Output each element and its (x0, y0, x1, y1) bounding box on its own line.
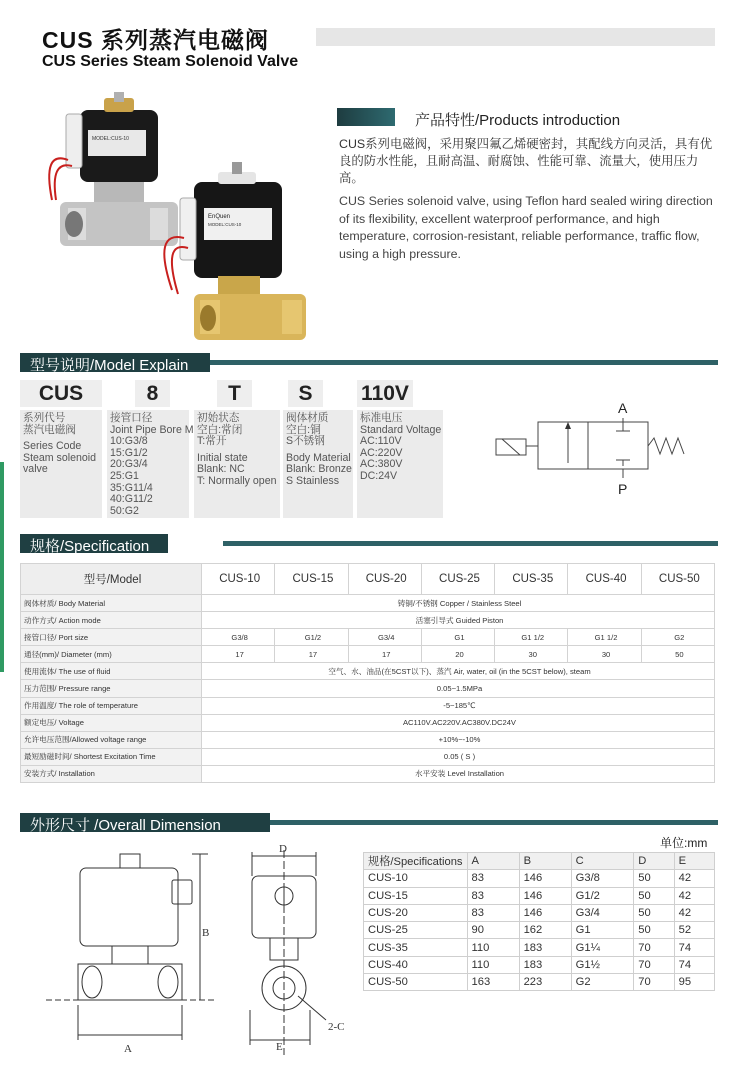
spec-model-header: CUS-35 (495, 564, 568, 595)
dim-cell: 83 (467, 904, 519, 921)
intro-text-en: CUS Series solenoid valve, using Teflon hard sealed wiring direction of its flexibility, excellent waterproof performance, and high temperature, corrosion-resistant, reliable performance, traffic flow, using a high pressure. (339, 194, 713, 261)
brass-valve-image (164, 162, 306, 340)
dim-header-cell: 规格/Specifications (364, 853, 468, 870)
dim-cell: 110 (467, 956, 519, 973)
photo-model-text-1: MODEL:CUS-10 (92, 136, 129, 142)
spec-model-header: CUS-25 (421, 564, 494, 595)
spec-row-value: 活塞引导式 Guided Piston (202, 612, 715, 629)
dim-cell: G1½ (571, 956, 634, 973)
spec-cell: 17 (202, 646, 275, 663)
section-model-title: 型号说明/Model Explain (30, 357, 189, 374)
spec-row (21, 629, 715, 646)
spec-row-label: 通径(mm)/ Diameter (mm) (21, 646, 202, 663)
spec-row-value: +10%~-10% (202, 731, 715, 748)
section-dimension-header (20, 813, 718, 832)
dim-label-d: D (279, 843, 287, 855)
dim-cell: 70 (634, 956, 674, 973)
dimension-table (363, 852, 715, 991)
dim-row (364, 887, 715, 904)
dim-header-cell: C (571, 853, 634, 870)
dim-cell: 83 (467, 887, 519, 904)
dim-cell: 183 (519, 956, 571, 973)
spec-row-label: 最短励磁时间/ Shortest Excitation Time (21, 748, 202, 765)
photo-model-text-2: MODEL:CUS-10 (208, 222, 242, 227)
dim-cell: G1¼ (571, 939, 634, 956)
spec-row-value: 铸铜/不锈钢 Copper / Stainless Steel (202, 595, 715, 612)
dim-row (364, 956, 715, 973)
dim-cell: 74 (674, 956, 714, 973)
model-desc-bore: 接管口径 Joint Pipe Bore M 10:G3/8 15:G1/2 20:G3/4 25:G1 35:G11/4 40:G11/2 50:G2 (107, 410, 189, 518)
dim-cell: 163 (467, 974, 519, 991)
dim-cell: 42 (674, 904, 714, 921)
dim-cell: 50 (634, 887, 674, 904)
spec-table (20, 563, 715, 783)
intro-text-cn: CUS系列电磁阀，采用聚四氟乙烯硬密封，其配线方向灵活，具有优良的防水性能，且耐高温、耐腐蚀、性能可靠、流量大，使用压力高。 (339, 137, 713, 185)
model-code-bore: 8 (135, 380, 170, 407)
spec-model-header: CUS-40 (568, 564, 641, 595)
dim-label-c: 2-C (328, 1021, 345, 1033)
page-title-en: CUS Series Steam Solenoid Valve (42, 53, 299, 70)
section-dimension-title: 外形尺寸 /Overall Dimension (30, 817, 221, 834)
spec-cell: G1/2 (275, 629, 348, 646)
dim-cell: 50 (634, 904, 674, 921)
dim-cell: CUS-40 (364, 956, 468, 973)
spec-cell: 50 (641, 646, 714, 663)
dim-cell: 74 (674, 939, 714, 956)
dim-cell: CUS-15 (364, 887, 468, 904)
dim-header-cell: E (674, 853, 714, 870)
model-code-voltage: 110V (357, 380, 413, 407)
dim-row (364, 939, 715, 956)
model-desc-material: 阀体材质 空白:铜 S不锈钢 Body Material Blank: Bronze S Stainless (283, 410, 353, 518)
dim-cell: 90 (467, 922, 519, 939)
spec-row-label: 接管口径/ Port size (21, 629, 202, 646)
spec-row (21, 680, 715, 697)
dim-header-row (364, 853, 715, 870)
spec-row-label: 安装方式/ Installation (21, 765, 202, 782)
spec-cell: G3/8 (202, 629, 275, 646)
spec-cell: G2 (641, 629, 714, 646)
dim-cell: CUS-10 (364, 870, 468, 887)
dimension-drawing (20, 840, 360, 1060)
spec-cell: G3/4 (348, 629, 421, 646)
spec-row-value: 0.05 ( S ) (202, 748, 715, 765)
spec-model-header: CUS-10 (202, 564, 275, 595)
model-code-series: CUS (20, 380, 102, 407)
dim-cell: 146 (519, 904, 571, 921)
side-accent-stripe (0, 462, 4, 672)
title-decor-bar (316, 28, 715, 46)
spec-row (21, 714, 715, 731)
spec-row-value: 水平安装 Level Installation (202, 765, 715, 782)
dim-cell: 110 (467, 939, 519, 956)
dim-cell: CUS-50 (364, 974, 468, 991)
spec-row (21, 663, 715, 680)
dim-label-b: B (202, 927, 210, 939)
spec-model-header: CUS-50 (641, 564, 714, 595)
spec-row-label: 动作方式/ Action mode (21, 612, 202, 629)
spec-row-value: AC110V.AC220V.AC380V.DC24V (202, 714, 715, 731)
spec-cell: 17 (275, 646, 348, 663)
spec-row-label: 额定电压/ Voltage (21, 714, 202, 731)
dim-cell: 50 (634, 922, 674, 939)
dim-cell: 70 (634, 974, 674, 991)
spec-cell: 30 (495, 646, 568, 663)
dim-row (364, 904, 715, 921)
model-code-state: T (217, 380, 252, 407)
port-a-label: A (618, 400, 628, 416)
page-title-cn: CUS 系列蒸汽电磁阀 (42, 27, 269, 53)
dim-cell: CUS-25 (364, 922, 468, 939)
dim-cell: 95 (674, 974, 714, 991)
spec-row (21, 731, 715, 748)
dim-cell: 42 (674, 870, 714, 887)
dim-cell: 162 (519, 922, 571, 939)
spec-cell: G1 1/2 (568, 629, 641, 646)
spec-row (21, 765, 715, 782)
photo-brand-text: EnQuen (208, 214, 231, 220)
spec-cell: G1 (421, 629, 494, 646)
spec-cell: 20 (421, 646, 494, 663)
dim-label-e: E (276, 1041, 283, 1053)
dim-cell: CUS-35 (364, 939, 468, 956)
spec-cell: 17 (348, 646, 421, 663)
spec-row (21, 697, 715, 714)
dim-cell: G2 (571, 974, 634, 991)
spec-row-value: -5~185℃ (202, 697, 715, 714)
dim-cell: 146 (519, 870, 571, 887)
dim-cell: 50 (634, 870, 674, 887)
dim-row (364, 870, 715, 887)
dim-cell: 52 (674, 922, 714, 939)
spec-row (21, 595, 715, 612)
dim-cell: G1/2 (571, 887, 634, 904)
dim-label-a: A (124, 1043, 132, 1055)
dim-cell: 42 (674, 887, 714, 904)
spec-row (21, 748, 715, 765)
section-spec-header (20, 534, 718, 553)
dim-row (364, 922, 715, 939)
dim-header-cell: D (634, 853, 674, 870)
intro-heading: 产品特性/Products introduction (415, 112, 621, 129)
intro-accent-bar (337, 108, 395, 126)
model-desc-series: 系列代号 蒸汽电磁阀 Series Code Steam solenoid valve (20, 410, 102, 518)
dim-cell: 70 (634, 939, 674, 956)
dim-cell: CUS-20 (364, 904, 468, 921)
spec-row (21, 612, 715, 629)
dim-cell: 146 (519, 887, 571, 904)
dim-header-cell: A (467, 853, 519, 870)
spec-row-value: 空气、水、油品(在5CST以下)、蒸汽 Air, water, oil (in the 5CST below), steam (202, 663, 715, 680)
dim-cell: 223 (519, 974, 571, 991)
spec-model-header: CUS-20 (348, 564, 421, 595)
dim-row (364, 974, 715, 991)
valve-symbol-diagram (490, 398, 700, 498)
section-spec-title: 规格/Specification (30, 538, 150, 555)
spec-header-row (21, 564, 715, 595)
model-desc-state: 初始状态 空白:常闭 T:常开 Initial state Blank: NC T: Normally open (194, 410, 280, 518)
model-desc-voltage: 标准电压 Standard Voltage AC:110V AC:220V AC:380V DC:24V (357, 410, 443, 518)
spec-row-value: 0.05~1.5MPa (202, 680, 715, 697)
spec-row-label: 作用温度/ The role of temperature (21, 697, 202, 714)
stainless-valve-image (49, 92, 178, 246)
dim-cell: 183 (519, 939, 571, 956)
spec-row-label: 阀体材质/ Body Material (21, 595, 202, 612)
spec-header-label: 型号/Model (21, 564, 202, 595)
port-p-label: P (618, 481, 628, 497)
dim-header-cell: B (519, 853, 571, 870)
spec-model-header: CUS-15 (275, 564, 348, 595)
spec-cell: 30 (568, 646, 641, 663)
model-code-material: S (288, 380, 323, 407)
spec-row (21, 646, 715, 663)
spec-row-label: 允许电压范围/Allowed voltage range (21, 731, 202, 748)
unit-label: 单位:mm (660, 836, 708, 850)
spec-row-label: 压力范围/ Pressure range (21, 680, 202, 697)
dim-cell: G3/8 (571, 870, 634, 887)
dim-cell: G3/4 (571, 904, 634, 921)
spec-row-label: 使用流体/ The use of fluid (21, 663, 202, 680)
dim-cell: G1 (571, 922, 634, 939)
spec-cell: G1 1/2 (495, 629, 568, 646)
product-photo (22, 90, 322, 350)
section-model-header (20, 353, 718, 372)
dim-cell: 83 (467, 870, 519, 887)
